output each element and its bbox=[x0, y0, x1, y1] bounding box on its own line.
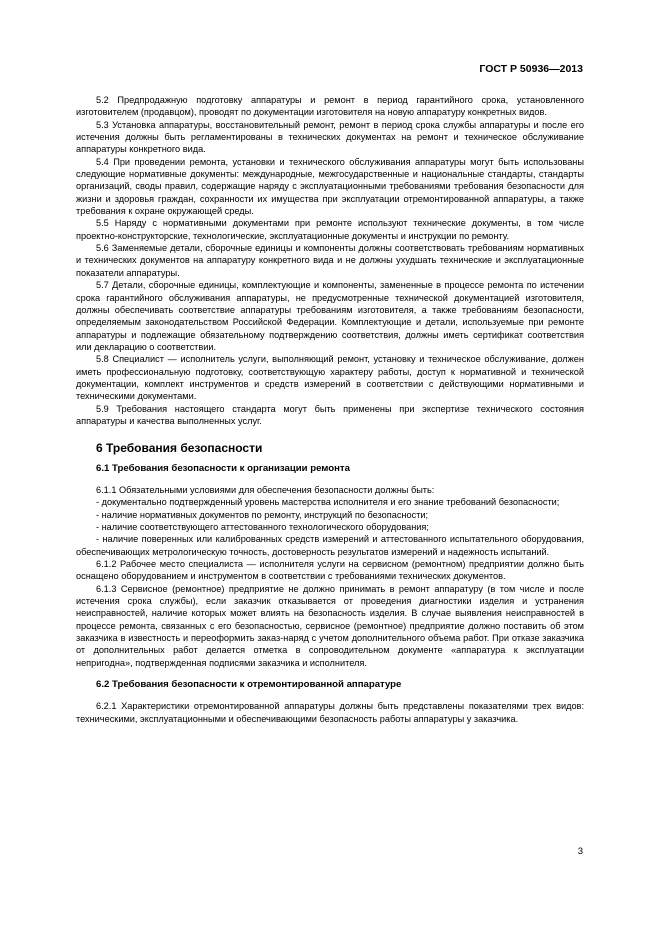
section-6-heading: 6 Требования безопасности bbox=[96, 441, 263, 456]
paragraph-6-1-1: 6.1.1 Обязательными условиями для обеспечения безопасности должны быть: bbox=[96, 484, 435, 495]
paragraph-5-7: 5.7 Детали, сборочные единицы, комплектующие и компоненты, замененные в процессе ремонта по истечении срока гарантийного обслуживания аппаратуры, не предусмотренные технической документацией изготовителя, должны обеспечивать соответствие аппаратуры требованиям изготовителя, а также требованиям безопасности, определяемым законодательством Российской Федерации. Комплектующие и детали, используемые при ремонте аппаратуры и подлежащие обязательному подтверждению соответствия, должны иметь сертификат соответствия или декларацию о соответствии. bbox=[76, 280, 584, 352]
list-item-qualification: - документально подтвержденный уровень мастерства исполнителя и его знание требований безопасности; bbox=[96, 497, 560, 508]
list-item-normative-docs: - наличие нормативных документов по ремонту, инструкций по безопасности; bbox=[96, 509, 429, 520]
paragraph-5-3: 5.3 Установка аппаратуры, восстановительный ремонт, ремонт в период срока службы аппаратуры и после его истечения должны быть регламентированы в технических документах на ремонт и техническое обслуживание аппаратуры конкретного вида. bbox=[76, 119, 584, 155]
paragraph-5-2: 5.2 Предпродажную подготовку аппаратуры и ремонт в период гарантийного срока, установленного изготовителем (продавцом), проводят по документации изготовителя на новую аппаратуру конкретных видов. bbox=[76, 95, 584, 118]
paragraph-5-5: 5.5 Наряду с нормативными документами при ремонте используют технические документы, в том числе проектно-конструкторские, технологические, эксплуатационные документы и инструкции по ремонту. bbox=[76, 218, 584, 241]
list-item-measuring-tools: - наличие поверенных или калиброванных средств измерений и аттестованного испытательного оборудования, обеспечивающих метрологическую точность, достоверность результатов измерений и надежность испытаний. bbox=[76, 534, 584, 557]
paragraph-6-2-1: 6.2.1 Характеристики отремонтированной аппаратуры должны быть представлены показателями трех видов: техническими, эксплуатационными и обеспечивающими безопасность работы аппаратуры у заказчика. bbox=[76, 701, 584, 724]
page-content bbox=[76, 94, 584, 725]
paragraph-5-9: 5.9 Требования настоящего стандарта могут быть применены при экспертизе технического состояния аппаратуры и качества выполненных услуг. bbox=[76, 403, 584, 426]
list-item-equipment: - наличие соответствующего аттестованного технологического оборудования; bbox=[96, 522, 429, 532]
paragraph-5-6: 5.6 Заменяемые детали, сборочные единицы и компоненты должны соответствовать требованиям нормативных и технических документов на аппаратуру конкретного вида и не должны ухудшать технические и эксплуатационные показатели аппаратуры. bbox=[76, 243, 584, 278]
paragraph-5-4: 5.4 При проведении ремонта, установки и технического обслуживания аппаратуры могут быть использованы следующие нормативные документы: международные, межгосударственные и национальные стандарты, стандарты организаций, своды правил, содержащие наряду с эксплуатационными требованиями требования безопасности для жизни и здоровья граждан, сохранности их имущества при эксплуатации отремонтированной аппаратуры, а также требования к охране окружающей среды. bbox=[76, 156, 584, 217]
standard-header: ГОСТ Р 50936—2013 bbox=[479, 63, 583, 75]
paragraph-5-8: 5.8 Специалист — исполнитель услуги, выполняющий ремонт, установку и техническое обслуживание, должен иметь профессиональную подготовку, соответствующую характеру работы, доступ к нормативной и технической документации, комплект инструментов и средств измерений в соответствии с действующими нормативными и техническими документами. bbox=[76, 354, 584, 402]
paragraph-6-1-3: 6.1.3 Сервисное (ремонтное) предприятие не должно принимать в ремонт аппаратуру (в том числе и после истечения срока службы), если заказчик отказывается от проведения диагностики изделия и устранения неисправностей, наличие которых может влиять на безопасность изделия. В случае выявления неисправностей в процессе ремонта, связанных с его безопасностью, сервисное (ремонтное) предприятие должно поставить об этом заказчика в известность и переоформить заказ-наряд с учетом дополнительного объема работ. При отказе заказчика от дополнительных работ делается отметка в сопроводительном документе «аппаратура к эксплуатации непригодна», подтвержденная подписями заказчика и исполнителя. bbox=[76, 583, 584, 668]
paragraph-6-1-2: 6.1.2 Рабочее место специалиста — исполнителя услуги на сервисном (ремонтном) предприятии должно быть оснащено оборудованием и инструментом в соответствии с требованиями технических документов. bbox=[76, 559, 584, 582]
subsection-6-1-heading: 6.1 Требования безопасности к организации ремонта bbox=[96, 462, 350, 474]
page-number: 3 bbox=[577, 846, 583, 857]
subsection-6-2-heading: 6.2 Требования безопасности к отремонтированной аппаратуре bbox=[96, 679, 402, 691]
